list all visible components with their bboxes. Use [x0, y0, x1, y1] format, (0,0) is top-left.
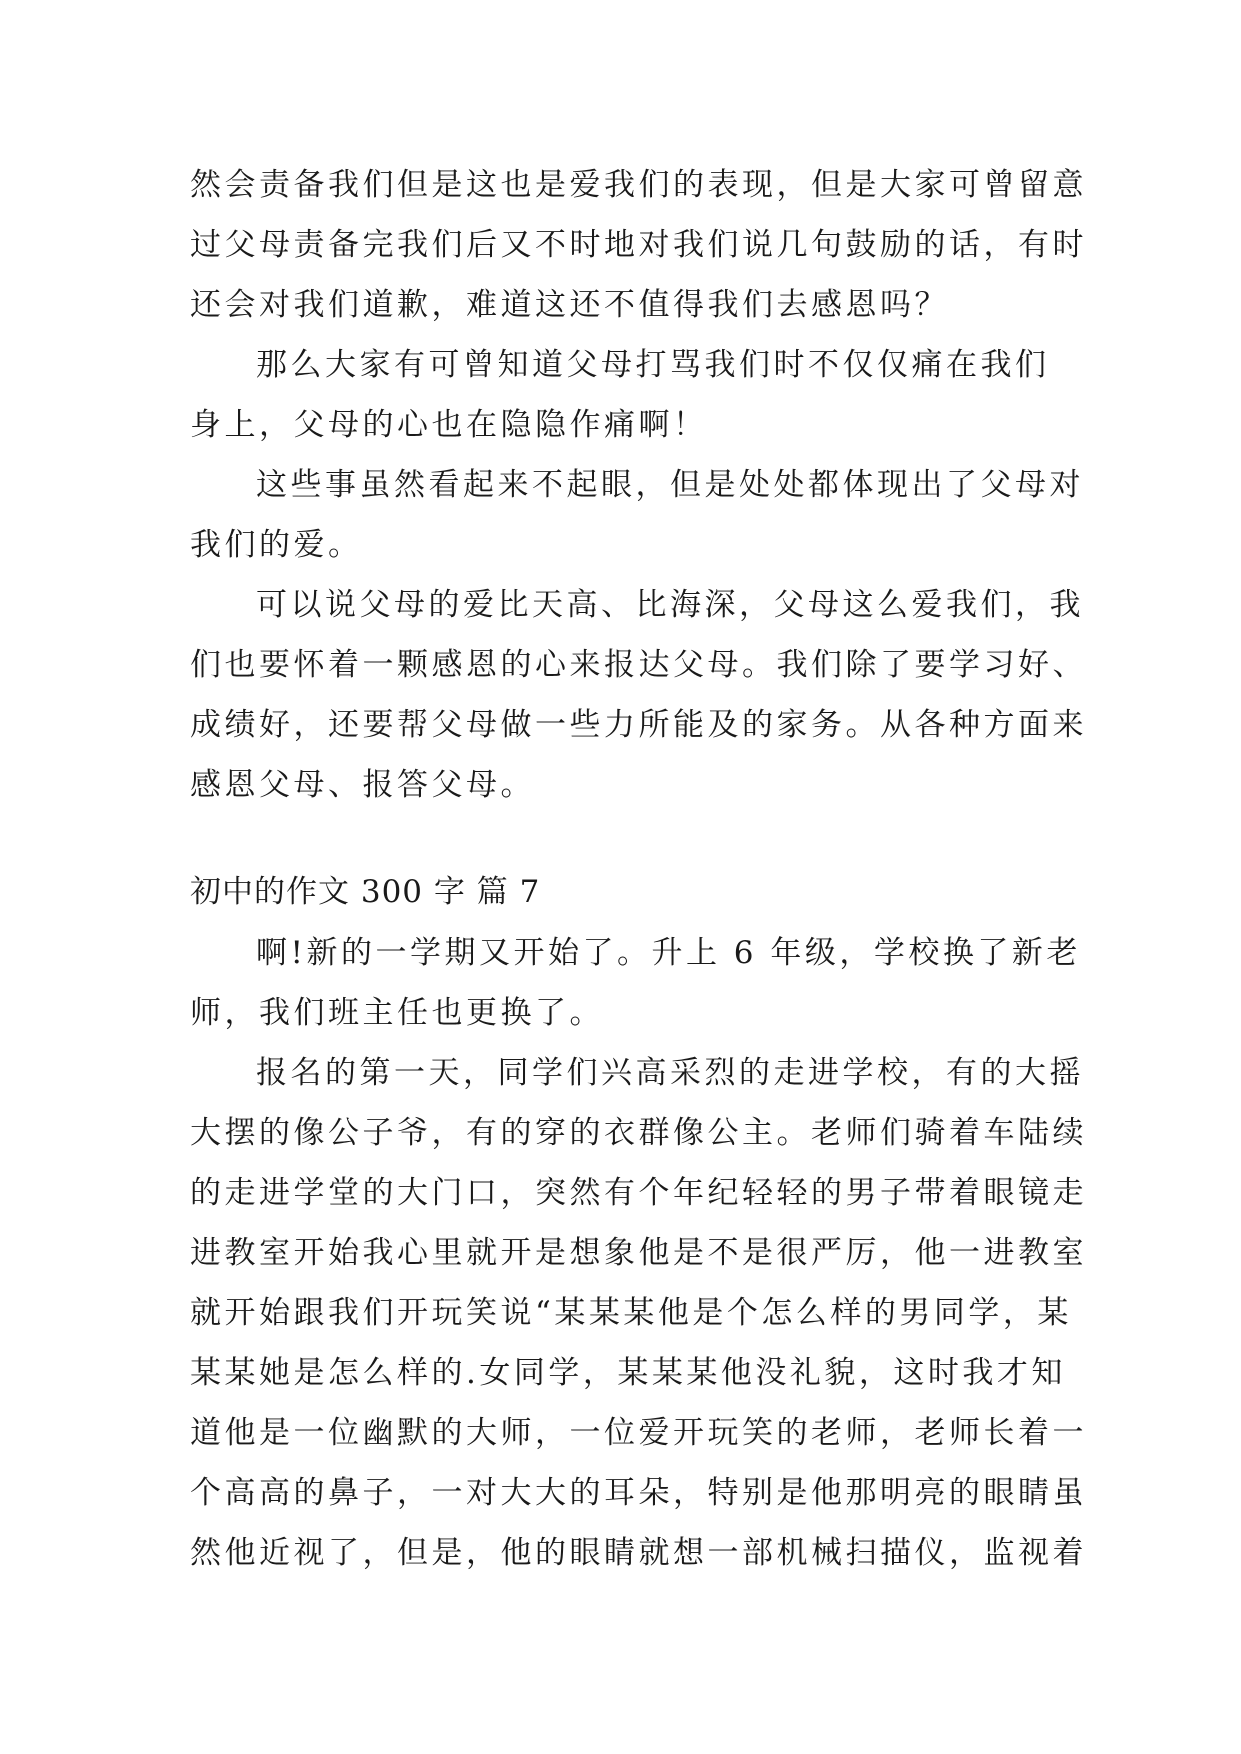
text-line: 某某她是怎么样的.女同学，某某某他没礼貌，这时我才知 [190, 1355, 1066, 1391]
text-line: 进教室开始我心里就开是想象他是不是很严厉，他一进教室 [190, 1235, 1087, 1271]
text-line: 这些事虽然看起来不起眼，但是处处都体现出了父母对 [256, 467, 1084, 503]
text-line: 就开始跟我们开玩笑说“某某某他是个怎么样的男同学，某 [190, 1295, 1072, 1331]
text-line: 大摆的像公子爷，有的穿的衣群像公主。老师们骑着车陆续 [190, 1115, 1087, 1151]
text-line: 师，我们班主任也更换了。 [190, 995, 604, 1031]
text-line: 成绩好，还要帮父母做一些力所能及的家务。从各种方面来 [190, 707, 1087, 743]
section-heading: 初中的作文 300 字 篇 7 [190, 874, 541, 910]
text-line: 道他是一位幽默的大师，一位爱开玩笑的老师，老师长着一 [190, 1415, 1087, 1451]
text-line: 们也要怀着一颗感恩的心来报达父母。我们除了要学习好、 [190, 647, 1087, 683]
text-line: 个高高的鼻子，一对大大的耳朵，特别是他那明亮的眼睛虽 [190, 1475, 1087, 1511]
text-line: 感恩父母、报答父母。 [190, 767, 535, 803]
text-line: 然会责备我们但是这也是爱我们的表现，但是大家可曾留意 [190, 167, 1087, 203]
text-line: 身上，父母的心也在隐隐作痛啊！ [190, 407, 708, 443]
text-line: 那么大家有可曾知道父母打骂我们时不仅仅痛在我们 [256, 347, 1050, 383]
text-line: 还会对我们道歉，难道这还不值得我们去感恩吗？ [190, 287, 949, 323]
text-line: 报名的第一天，同学们兴高采烈的走进学校，有的大摇 [256, 1055, 1084, 1091]
text-line: 我们的爱。 [190, 527, 363, 563]
text-line: 啊!新的一学期又开始了。升上 6 年级，学校换了新老 [256, 935, 1081, 971]
text-line: 可以说父母的爱比天高、比海深，父母这么爱我们，我 [256, 587, 1084, 623]
text-line: 过父母责备完我们后又不时地对我们说几句鼓励的话，有时 [190, 227, 1087, 263]
text-line: 的走进学堂的大门口，突然有个年纪轻轻的男子带着眼镜走 [190, 1175, 1087, 1211]
text-line: 然他近视了，但是，他的眼睛就想一部机械扫描仪，监视着 [190, 1535, 1087, 1571]
